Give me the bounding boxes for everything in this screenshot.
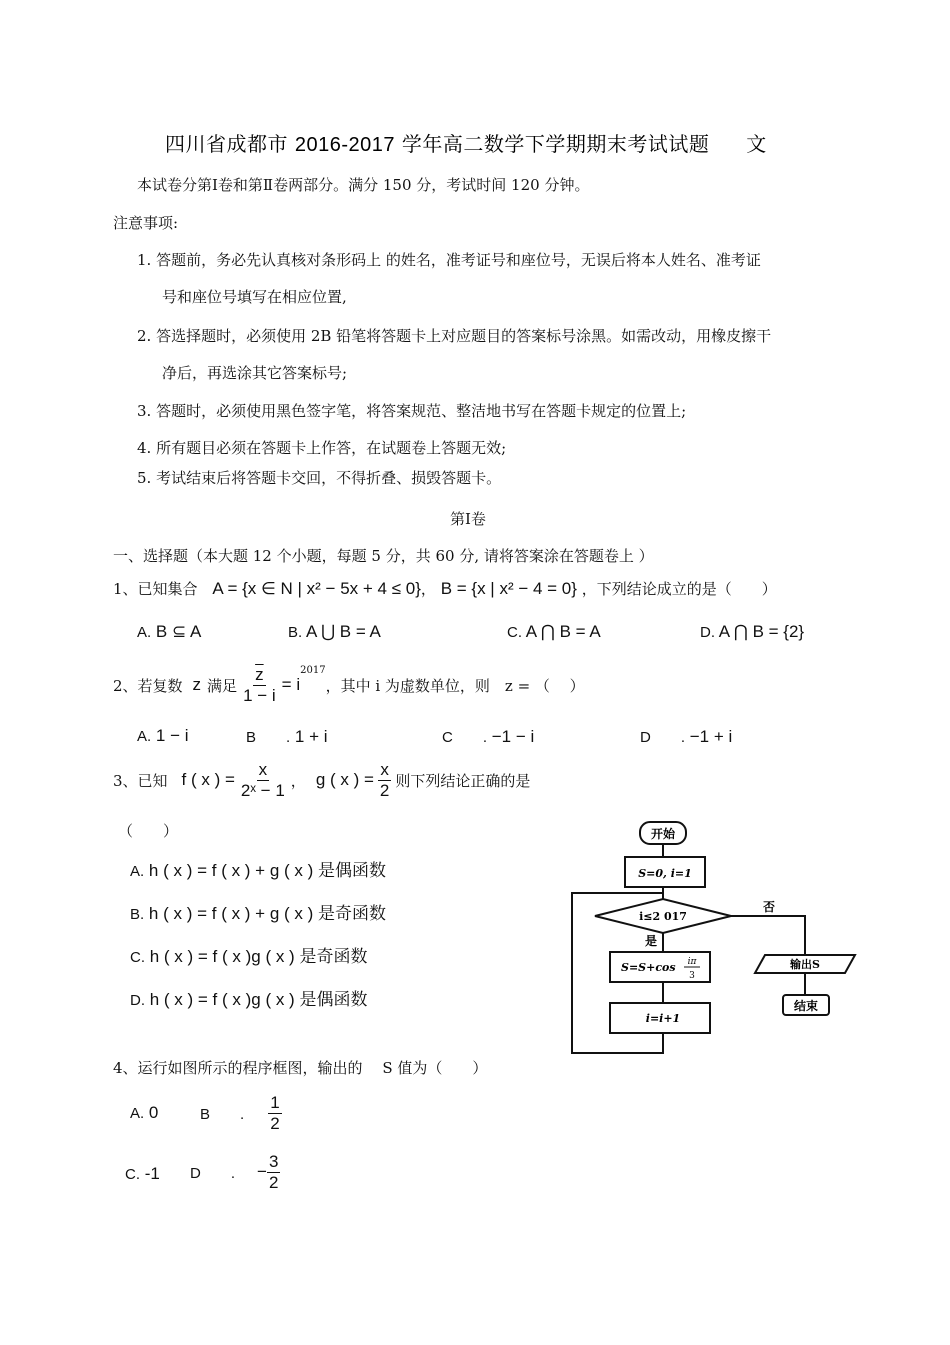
q2-option-b: B . 1 + i — [246, 727, 328, 746]
note-item: 5. 考试结束后将答题卡交回，不得折叠、损毁答题卡。 — [137, 469, 502, 487]
flow-update-s-den: 3 — [689, 971, 695, 981]
q3-option-c: C. h ( x ) = f ( x )g ( x ) 是奇函数 — [130, 947, 368, 966]
q3-option-a: A. h ( x ) = f ( x ) + g ( x ) 是偶函数 — [130, 861, 387, 880]
question-1: 1、已知集合 A = {x ∈ N | x² − 5x + 4 ≤ 0}， B = {x | x² − 4 = 0} ，下列结论成立的是（ ） — [113, 579, 777, 598]
notes-heading: 注意事项: — [113, 214, 179, 232]
q1-set-a: A = {x ∈ N | x² − 5x + 4 ≤ 0} — [212, 579, 421, 598]
q1-option-d: D. A ⋂ B = {2} — [700, 622, 805, 641]
flow-update-i-label: i=i+1 — [645, 1012, 681, 1025]
q2-option-a: A. 1 − i — [137, 726, 189, 745]
flow-end-label: 结束 — [793, 999, 819, 1013]
flow-update-s-label: S=S+cos — [621, 961, 676, 974]
flow-output-label: 输出S — [790, 958, 820, 971]
q2-option-c: C . −1 − i — [442, 727, 535, 746]
q1-option-c: C. A ⋂ B = A — [507, 622, 601, 641]
note-item: 号和座位号填写在相应位置, — [162, 288, 347, 306]
question-4: 4、运行如图所示的程序框图，输出的 S 值为（ ） — [113, 1059, 488, 1077]
q3-f-fraction: $\frac{x}{\text{2ˣ − 1}}$ — [240, 760, 285, 800]
flow-condition-label: i≤2 017 — [639, 910, 687, 923]
question-2: 2、若复数 z 满足 $\frac{\overline{z}}{1 - i}$ = i $^{2017}$ ，其中 i 为虚数单位，则 z = （ ） — [113, 665, 585, 705]
flowchart — [565, 815, 865, 1060]
q3-option-b: B. h ( x ) = f ( x ) + g ( x ) 是奇函数 — [130, 904, 387, 923]
q2-fraction: $\frac{\overline{z}}{1 - i}$ — [243, 665, 276, 705]
flow-update-s-num: iπ — [687, 957, 697, 967]
note-item: 3. 答题时，必须使用黑色签字笔，将答案规范、整洁地书写在答题卡规定的位置上; — [137, 402, 687, 420]
question-3: 3、已知 f ( x ) = $\frac{x}{\text{2ˣ − 1}}$ ， g ( x ) = $\frac{x}{2}$ 则下列结论正确的是 — [113, 760, 531, 800]
q1-suffix: ，下列结论成立的是（ ） — [581, 580, 777, 598]
flow-no-label: 否 — [763, 900, 776, 914]
title-tail: 文 — [746, 132, 767, 156]
note-item: 1. 答题前，务必先认真核对条形码上 的姓名，准考证号和座位号，无误后将本人姓名、准考证 — [137, 251, 761, 269]
q1-option-b: B. A ⋃ B = A — [288, 622, 381, 641]
part1-heading: 一、选择题（本大题 12 个小题，每题 5 分，共 60 分, 请将答案涂在答题卷上 ） — [113, 547, 654, 565]
section-title: 第Ⅰ卷 — [450, 510, 486, 528]
q3-g-fraction: $\frac{x}{2}$ — [379, 760, 390, 800]
q1-option-a: A. B ⊆ A — [137, 622, 202, 641]
title-rest: 学年高二数学下学期期末考试试题 — [401, 132, 710, 156]
q4-option-b: B . $\frac{1}{2}$ — [200, 1093, 280, 1133]
note-item: 净后，再选涂其它答案标号; — [162, 364, 348, 382]
title-year: 2016-2017 — [294, 134, 396, 156]
q1-set-b: B = {x | x² − 4 = 0} — [440, 579, 577, 598]
q4-option-a: A. 0 — [130, 1103, 159, 1122]
q4-option-d: D . − $\frac{3}{2}$ — [190, 1152, 279, 1192]
q2-option-d: D . −1 + i — [640, 727, 733, 746]
intro-text: 本试卷分第Ⅰ卷和第Ⅱ卷两部分。满分 150 分，考试时间 120 分钟。 — [137, 176, 590, 194]
page-title — [165, 128, 767, 157]
q3-paren: （ ） — [118, 822, 179, 840]
flow-start-label: 开始 — [650, 827, 676, 841]
q3-option-d: D. h ( x ) = f ( x )g ( x ) 是偶函数 — [130, 990, 368, 1009]
q1-prefix: 1、已知集合 — [113, 580, 198, 598]
note-item: 4. 所有题目必须在答题卡上作答，在试题卷上答题无效; — [137, 439, 507, 457]
flow-init-label: S=0, i=1 — [638, 867, 692, 880]
title-left: 四川省成都市 — [165, 132, 288, 156]
q4-option-c: C. -1 — [125, 1164, 160, 1183]
flow-yes-label: 是 — [645, 934, 658, 948]
note-item: 2. 答选择题时，必须使用 2B 铅笔将答题卡上对应题目的答案标号涂黑。如需改动，用橡皮擦干 — [137, 327, 772, 345]
